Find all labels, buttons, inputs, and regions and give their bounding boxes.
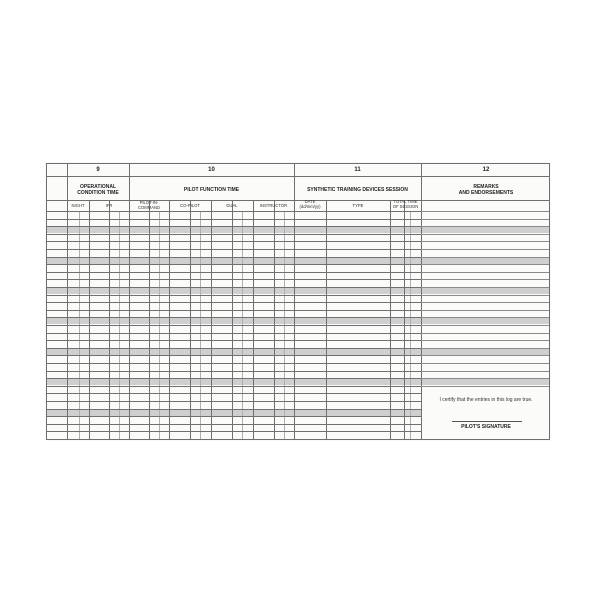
remarks-rule	[421, 310, 550, 311]
section-title-synthetic-training: SYNTHETIC TRAINING DEVICES SESSION	[307, 187, 408, 193]
grid-hline	[47, 310, 421, 311]
grid-hline	[47, 371, 421, 372]
grid-vline	[390, 200, 391, 440]
signature-label: PILOT'S SIGNATURE	[461, 424, 511, 430]
grid-vline	[169, 200, 170, 440]
grid-vline	[294, 200, 295, 440]
remarks-shaded-row	[421, 317, 550, 324]
remarks-rule	[421, 234, 550, 235]
section-title-remarks: REMARKS AND ENDORSEMENTS	[458, 184, 514, 196]
grid-hline	[47, 333, 421, 334]
grid-hline	[47, 257, 421, 258]
logbook-page	[46, 163, 550, 440]
certification-text: I certify that the entries in this log are true.	[439, 397, 533, 403]
remarks-rule	[421, 340, 550, 341]
grid-hline	[47, 431, 421, 432]
grid-hline	[47, 287, 421, 288]
grid-vline	[89, 200, 90, 440]
grid-vline	[190, 200, 191, 440]
subheader-pilot-in-command: PILOT-IN- COMMAND	[137, 200, 161, 210]
shaded-row	[47, 348, 421, 355]
subheader-ifr: IFR	[105, 203, 113, 208]
grid-hline	[47, 234, 421, 235]
remarks-rule	[421, 287, 550, 288]
grid-hline	[47, 409, 421, 410]
remarks-shaded-row	[421, 378, 550, 385]
subheader-co-pilot: CO-PILOT	[180, 203, 200, 208]
section-title-operational-condition: OPERATIONAL CONDITION TIME	[77, 184, 119, 196]
remarks-rule	[421, 355, 550, 356]
remarks-rule	[421, 317, 550, 318]
grid-vline	[109, 200, 110, 440]
grid-hline	[47, 241, 421, 242]
column-number-11: 11	[354, 167, 361, 173]
remarks-shaded-row	[421, 287, 550, 294]
grid-vline	[232, 200, 233, 440]
subheader-date: DATE (dd/mm/yy)	[299, 199, 321, 209]
shaded-row	[47, 378, 421, 385]
subheader-dual: DUAL	[226, 203, 238, 208]
grid-hline	[47, 340, 421, 341]
grid-hline	[47, 295, 421, 296]
grid-hline	[47, 226, 421, 227]
remarks-rule	[421, 363, 550, 364]
column-number-10: 10	[208, 167, 215, 173]
remarks-rule	[421, 249, 550, 250]
grid-vline	[404, 200, 405, 440]
grid-hline	[47, 386, 421, 387]
remarks-rule	[421, 226, 550, 227]
subheader-instructor: INSTRUCTOR	[259, 203, 288, 208]
remarks-rule	[421, 219, 550, 220]
remarks-rule	[421, 211, 550, 212]
column-number-9: 9	[96, 167, 100, 173]
remarks-rule	[421, 279, 550, 280]
section-title-pilot-function: PILOT FUNCTION TIME	[183, 187, 240, 193]
remarks-shaded-row	[421, 257, 550, 264]
remarks-rule	[421, 295, 550, 296]
remarks-rule	[421, 302, 550, 303]
grid-hline	[47, 363, 421, 364]
grid-hline	[47, 211, 421, 212]
remarks-rule	[421, 325, 550, 326]
shaded-row	[47, 317, 421, 324]
remarks-shaded-row	[421, 226, 550, 233]
grid-vline	[129, 200, 130, 440]
grid-hline	[47, 176, 550, 177]
grid-hline	[47, 424, 421, 425]
grid-vline	[149, 200, 150, 440]
grid-vline	[253, 200, 254, 440]
signature-line	[452, 421, 522, 422]
subheader-type: TYPE	[352, 203, 364, 208]
grid-hline	[47, 272, 421, 273]
grid-hline	[47, 325, 421, 326]
grid-hline	[47, 355, 421, 356]
remarks-rule	[421, 371, 550, 372]
remarks-rule	[421, 272, 550, 273]
subheader-total-time: TOTAL TIME OF SESSION	[392, 199, 419, 209]
grid-hline	[47, 401, 421, 402]
column-number-12: 12	[482, 167, 490, 173]
shaded-row	[47, 287, 421, 294]
remarks-rule	[421, 241, 550, 242]
shaded-row	[47, 257, 421, 264]
grid-hline	[47, 317, 421, 318]
grid-hline	[47, 348, 421, 349]
grid-hline	[47, 393, 421, 394]
remarks-rule	[421, 333, 550, 334]
grid-hline	[47, 279, 421, 280]
grid-vline	[274, 200, 275, 440]
grid-hline	[47, 302, 421, 303]
remarks-rule	[421, 348, 550, 349]
grid-vline	[211, 200, 212, 440]
grid-vline	[326, 200, 327, 440]
remarks-rule	[421, 378, 550, 379]
remarks-rule	[421, 386, 550, 387]
grid-hline	[47, 416, 421, 417]
grid-hline	[47, 219, 421, 220]
shaded-row	[47, 409, 421, 416]
remarks-rule	[421, 264, 550, 265]
grid-hline	[47, 378, 421, 379]
remarks-shaded-row	[421, 348, 550, 355]
grid-hline	[47, 249, 421, 250]
shaded-row	[47, 226, 421, 233]
remarks-rule	[421, 257, 550, 258]
subheader-night: NIGHT	[71, 203, 85, 208]
grid-hline	[47, 264, 421, 265]
